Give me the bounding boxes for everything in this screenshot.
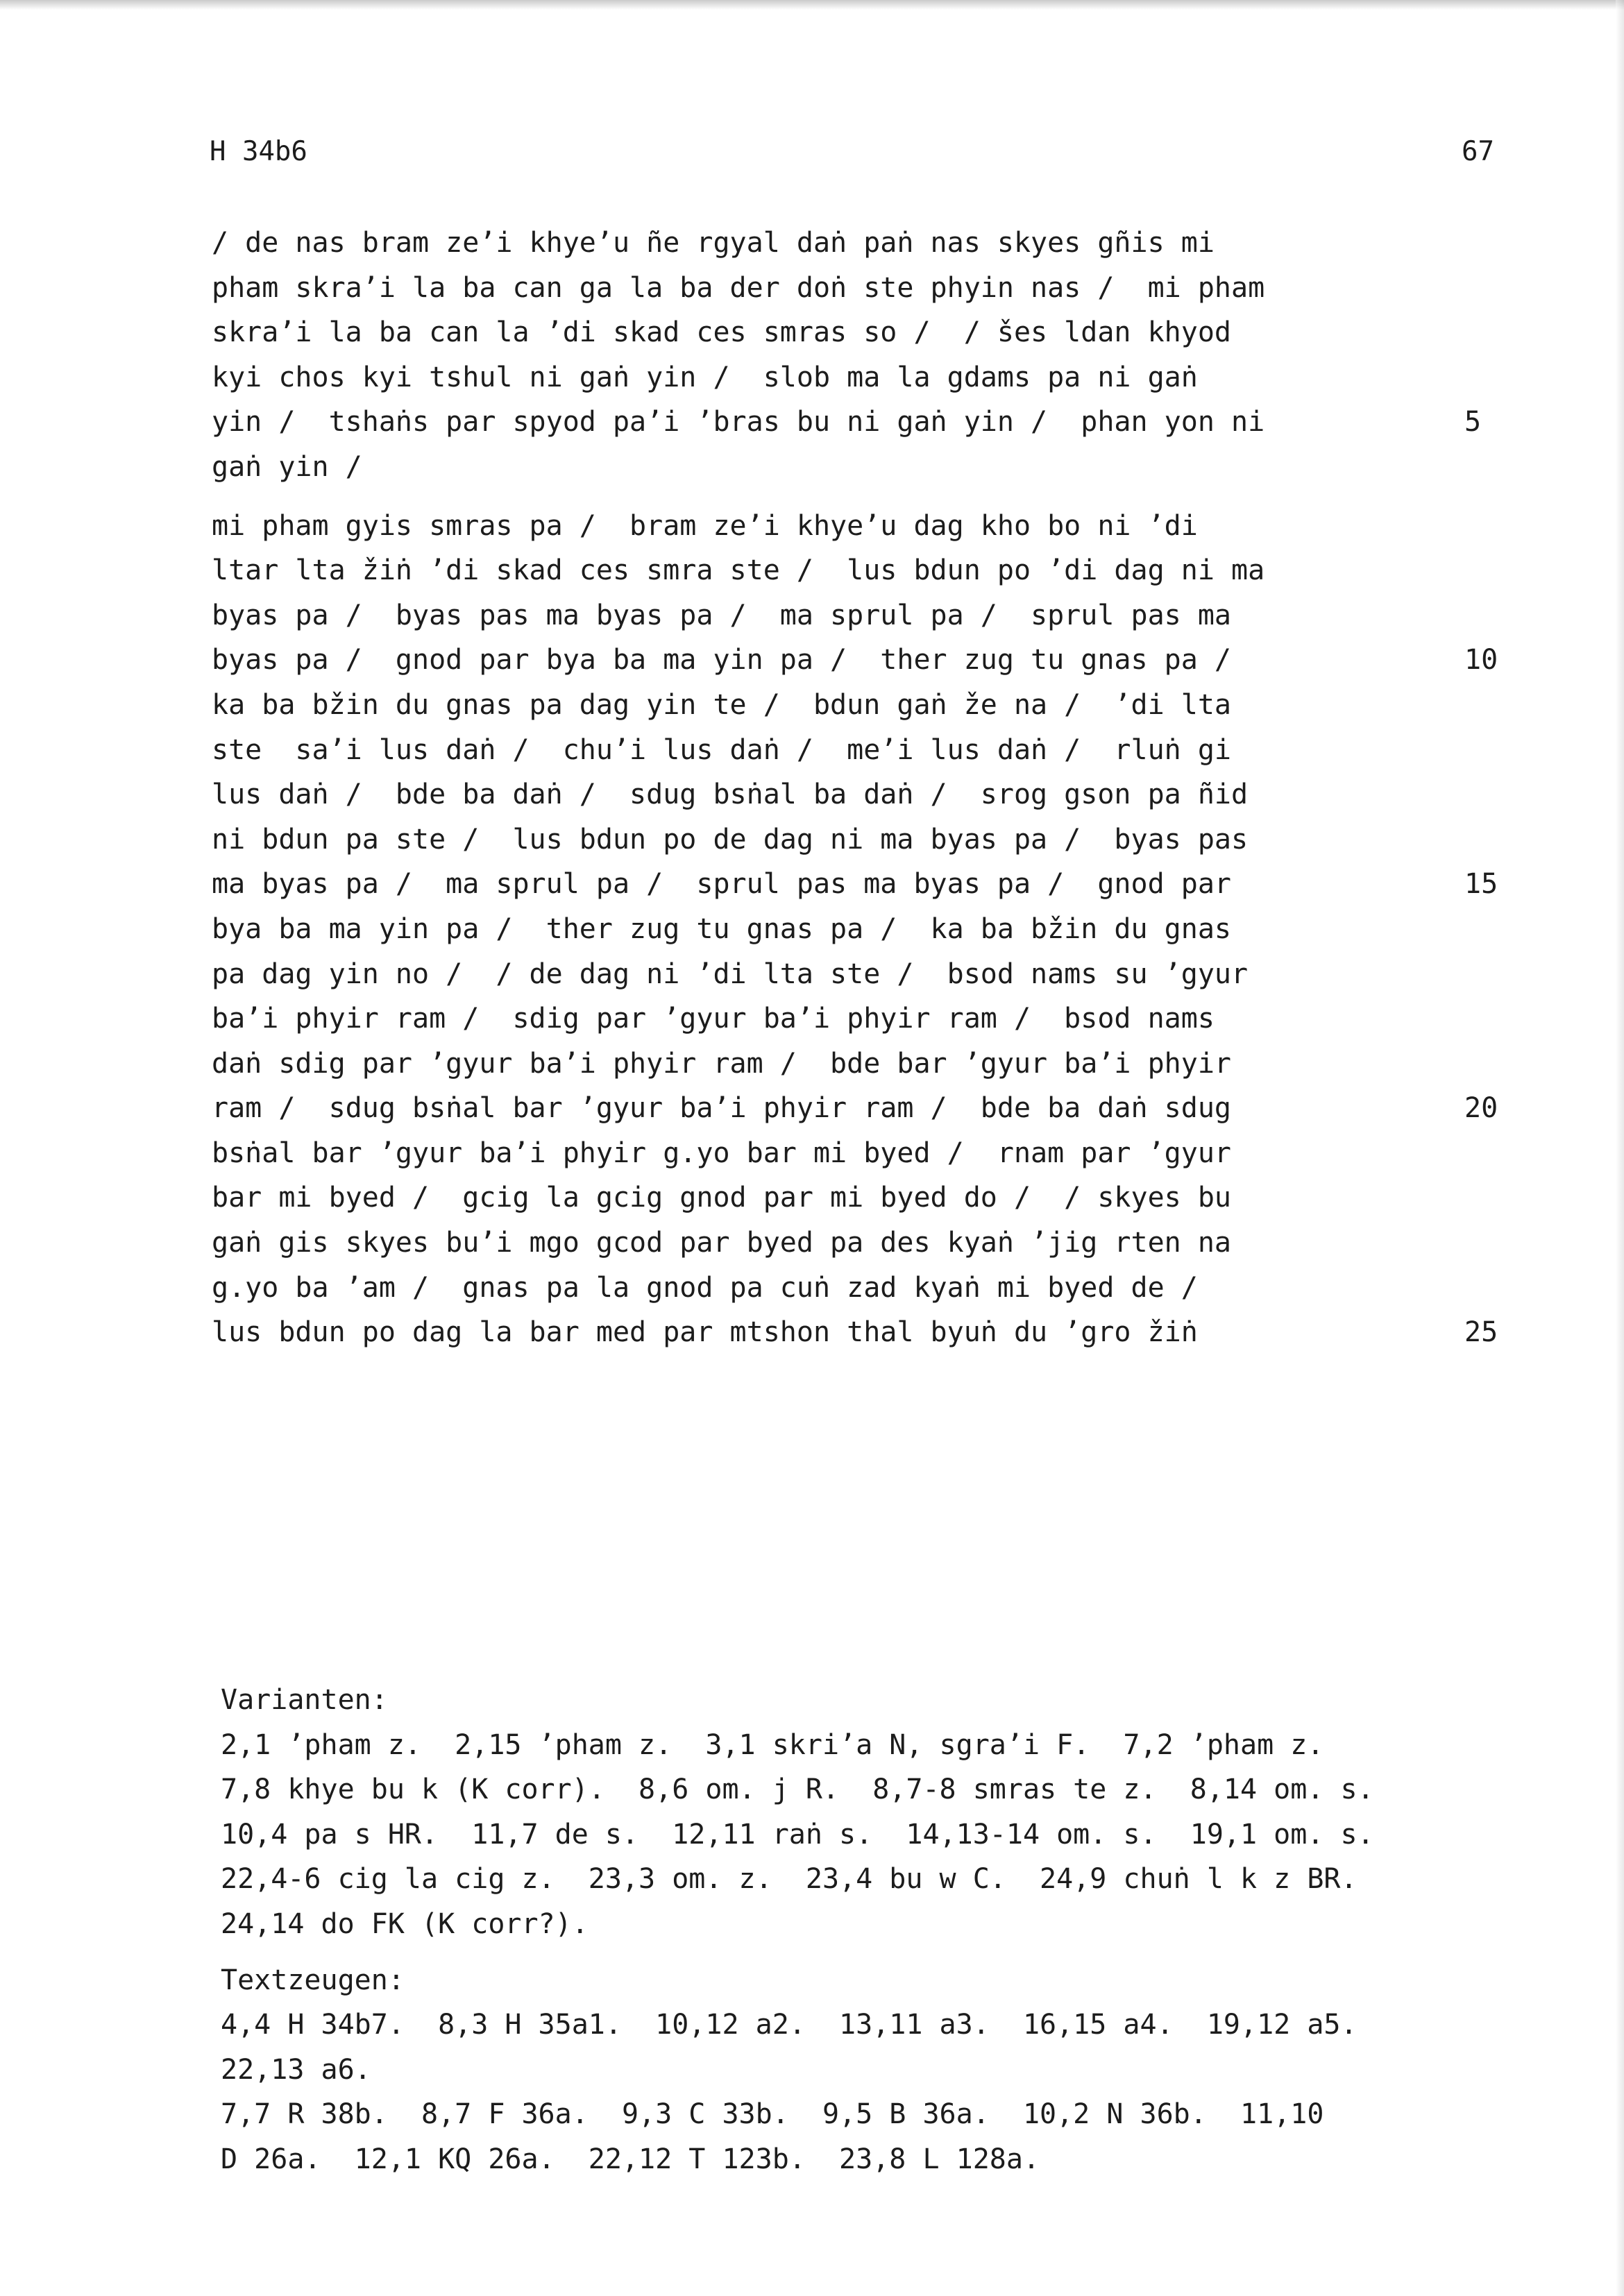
text-line: ltar lta žiṅ ’di skad ces smra ste / lus bdun po ’di dag ni ma (212, 554, 1265, 587)
main-text (212, 221, 1461, 1355)
witness-line: 4,4 H 34b7. 8,3 H 35a1. 10,12 a2. 13,11 a3. 16,15 a4. 19,12 a5. (221, 2009, 1357, 2041)
text-line: / de nas bram ze’i khye’u ñe rgyal daṅ paṅ nas skyes gñis mi (212, 227, 1215, 259)
scan-edge-right (1616, 0, 1624, 2296)
variant-line: 24,14 do FK (K corr?). (221, 1907, 589, 1940)
text-line: yin / tshaṅs par spyod pa’i ’bras bu ni gaṅ yin / phan yon ni (212, 406, 1265, 439)
line-number: 5 (1464, 406, 1482, 438)
text-line: mi pham gyis smras pa / bram ze’i khye’u dag kho bo ni ’di (212, 509, 1198, 542)
variant-line: 10,4 pa s HR. 11,7 de s. 12,11 raṅ s. 14,13-14 om. s. 19,1 om. s. (221, 1818, 1374, 1851)
text-line: ma byas pa / ma sprul pa / sprul pas ma byas pa / gnod par (212, 868, 1232, 901)
text-line: gaṅ gis skyes bu’i mgo gcod par byed pa des kyaṅ ’jig rten na (212, 1227, 1232, 1259)
text-line: ba’i phyir ram / sdig par ’gyur ba’i phyir ram / bsod nams (212, 1003, 1215, 1035)
line-number: 20 (1464, 1092, 1498, 1124)
variants-heading: Varianten: (221, 1684, 388, 1716)
line-number: 10 (1464, 644, 1498, 676)
text-line: pham skra’i la ba can ga la ba der doṅ ste phyin nas / mi pham (212, 271, 1265, 304)
text-line: ste sa’i lus daṅ / chu’i lus daṅ / me’i lus daṅ / rluṅ gi (212, 733, 1232, 766)
text-line: gaṅ yin / (212, 450, 362, 483)
witness-line: 7,7 R 38b. 8,7 F 36a. 9,3 C 33b. 9,5 B 36a. 10,2 N 36b. 11,10 (221, 2098, 1324, 2131)
witness-line: D 26a. 12,1 KQ 26a. 22,12 T 123b. 23,8 L 128a. (221, 2143, 1040, 2175)
text-line: bya ba ma yin pa / ther zug tu gnas pa / ka ba bžin du gnas (212, 912, 1232, 945)
text-line: kyi chos kyi tshul ni gaṅ yin / slob ma la gdams pa ni gaṅ (212, 361, 1198, 393)
page-number: 67 (1462, 136, 1494, 167)
variant-line: 22,4-6 cig la cig z. 23,3 om. z. 23,4 bu w C. 24,9 chuṅ l k z BR. (221, 1863, 1357, 1896)
text-line: pa dag yin no / / de dag ni ’di lta ste / bsod nams su ’gyur (212, 958, 1249, 990)
text-line: daṅ sdig par ’gyur ba’i phyir ram / bde bar ’gyur ba’i phyir (212, 1047, 1232, 1080)
text-line: ni bdun pa ste / lus bdun po de dag ni ma byas pa / byas pas (212, 823, 1249, 856)
text-line: ka ba bžin du gnas pa dag yin te / bdun gaṅ že na / ’di lta (212, 688, 1232, 721)
text-line: lus bdun po dag la bar med par mtshon thal byuṅ du ’gro žiṅ (212, 1316, 1198, 1349)
text-line: lus daṅ / bde ba daṅ / sdug bsṅal ba daṅ / srog gson pa ñid (212, 779, 1249, 811)
witness-line: 22,13 a6. (221, 2053, 371, 2086)
text-line: bsṅal bar ’gyur ba’i phyir g.yo bar mi byed / rnam par ’gyur (212, 1137, 1232, 1169)
apparatus (221, 1678, 1539, 2182)
line-number: 25 (1464, 1316, 1498, 1348)
variant-line: 2,1 ’pham z. 2,15 ’pham z. 3,1 skri’a N, sgra’i F. 7,2 ’pham z. (221, 1728, 1324, 1761)
text-line: byas pa / byas pas ma byas pa / ma sprul pa / sprul pas ma (212, 599, 1232, 631)
text-line: skra’i la ba can la ’di skad ces smras so / / šes ldan khyod (212, 316, 1232, 349)
text-line: byas pa / gnod par bya ba ma yin pa / ther zug tu gnas pa / (212, 644, 1232, 677)
line-number: 15 (1464, 868, 1498, 900)
variant-line: 7,8 khye bu k (K corr). 8,6 om. j R. 8,7-8 smras te z. 8,14 om. s. (221, 1774, 1374, 1806)
text-line: ram / sdug bsṅal bar ’gyur ba’i phyir ram / bde ba daṅ sdug (212, 1092, 1232, 1125)
witnesses-heading: Textzeugen: (221, 1964, 405, 1996)
folio-reference: H 34b6 (210, 136, 307, 167)
scan-edge-top (0, 0, 1624, 10)
text-line: bar mi byed / gcig la gcig gnod par mi byed do / / skyes bu (212, 1182, 1232, 1214)
text-line: g.yo ba ’am / gnas pa la gnod pa cuṅ zad kyaṅ mi byed de / (212, 1271, 1198, 1304)
